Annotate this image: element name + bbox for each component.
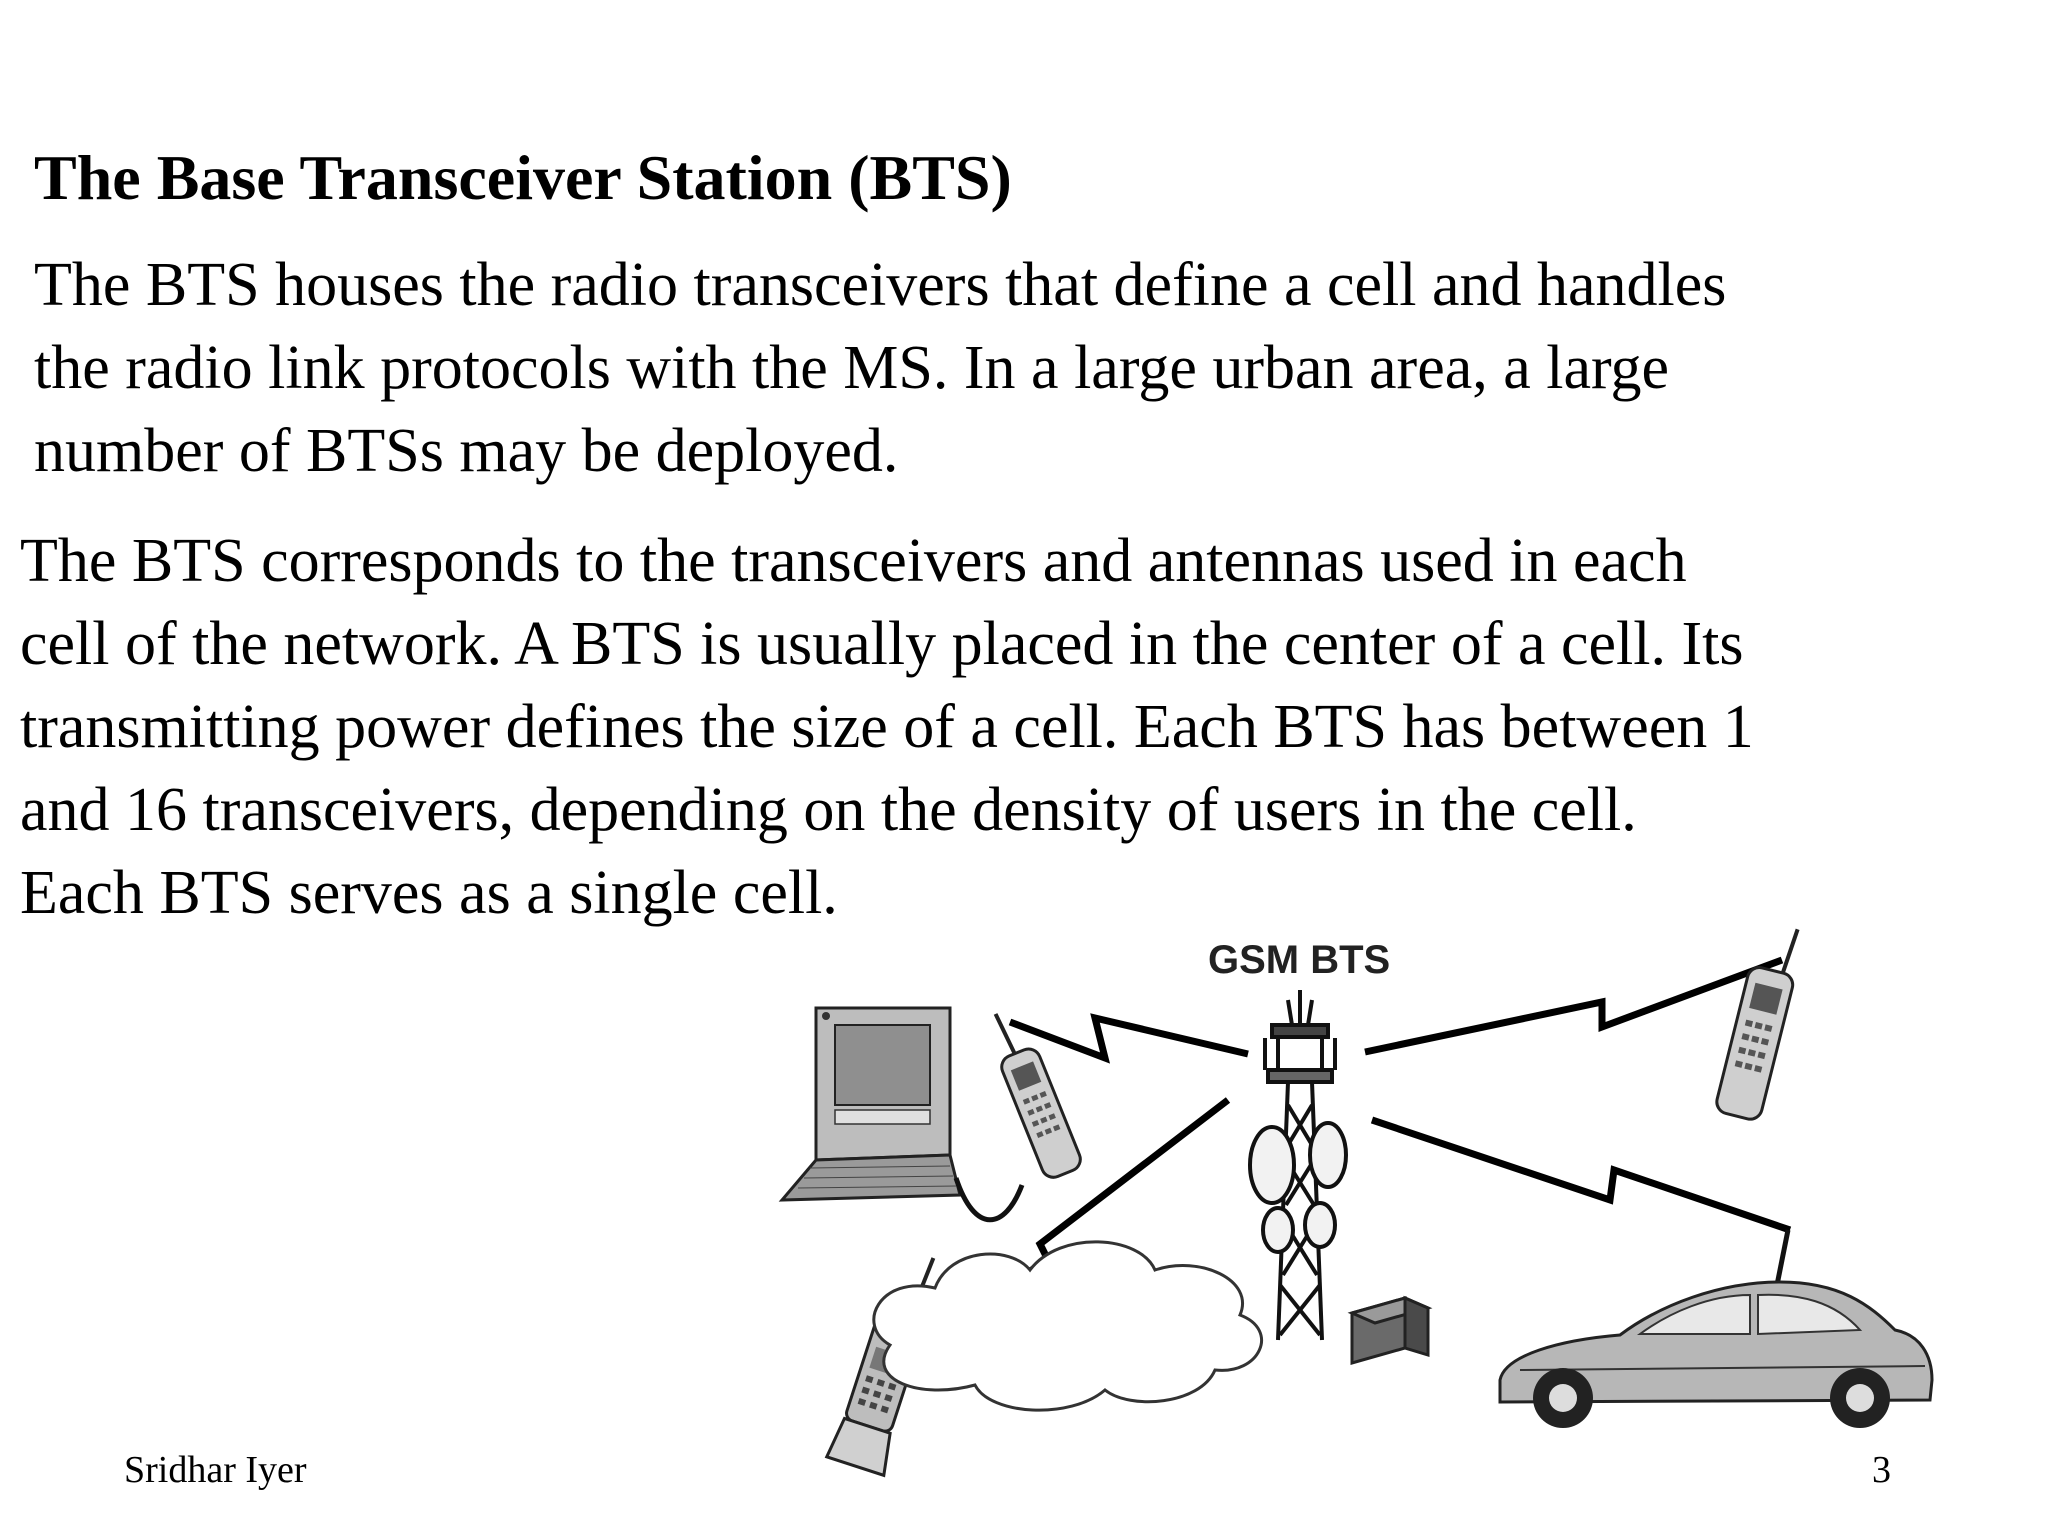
paragraph-bts-details (20, 520, 2020, 935)
car-icon (1500, 1230, 1932, 1428)
laptop-icon (782, 1008, 1022, 1220)
cell-tower-icon (1250, 990, 1346, 1340)
footer-author: Sridhar Iyer (124, 1449, 307, 1491)
gsm-bts-diagram (760, 930, 1900, 1520)
slide-title: The Base Transceiver Station (BTS) (34, 142, 1012, 213)
footer-page-number: 3 (1872, 1449, 1891, 1491)
paragraph-bts-role (34, 244, 2014, 493)
equipment-box-icon (1352, 1298, 1428, 1363)
paragraph-line: transmitting power defines the size of a cell. Each BTS has between 1 (20, 693, 1754, 761)
paragraph-line: The BTS houses the radio transceivers that define a cell and handles (34, 251, 1727, 319)
mobile-phone-icon (1714, 920, 1806, 1121)
cloud-icon (874, 1242, 1262, 1410)
radio-link-laptop (1010, 1018, 1248, 1058)
radio-link-top-phone (1365, 960, 1782, 1052)
paragraph-line: and 16 transceivers, depending on the density of users in the cell. (20, 776, 1637, 844)
paragraph-line: the radio link protocols with the MS. In a large urban area, a large (34, 334, 1670, 402)
paragraph-line: The BTS corresponds to the transceivers and antennas used in each (20, 527, 1687, 595)
diagram-label: GSM BTS (1208, 938, 1391, 982)
radio-link-car (1372, 1120, 1790, 1230)
paragraph-line: cell of the network. A BTS is usually placed in the center of a cell. Its (20, 610, 1744, 678)
paragraph-line: Each BTS serves as a single cell. (20, 859, 838, 927)
paragraph-line: number of BTSs may be deployed. (34, 417, 899, 485)
